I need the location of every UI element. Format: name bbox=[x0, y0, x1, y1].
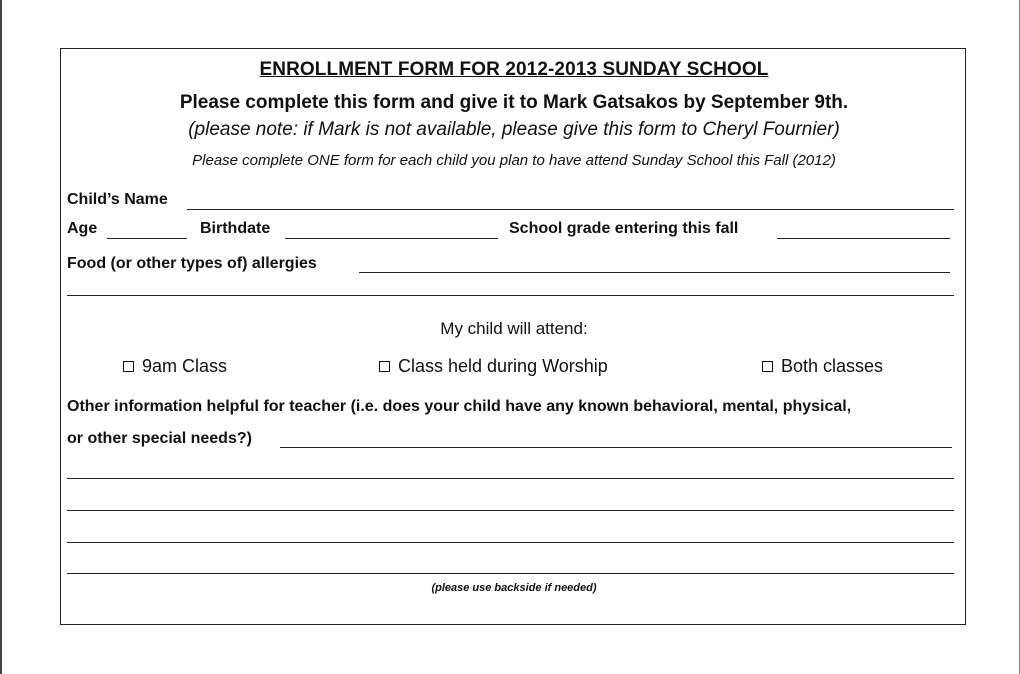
school-grade-field[interactable] bbox=[777, 238, 950, 239]
age-label: Age bbox=[67, 220, 98, 237]
option-label: 9am Class bbox=[142, 356, 228, 376]
page-edge-left bbox=[0, 0, 2, 674]
checkbox-icon[interactable] bbox=[379, 361, 390, 372]
form-note: (please note: if Mark is not available, please give this form to Cheryl Fournier) bbox=[188, 119, 840, 140]
other-info-label-line2: or other special needs?) bbox=[67, 430, 252, 447]
other-info-field[interactable] bbox=[280, 447, 952, 448]
enrollment-form bbox=[60, 48, 966, 625]
option-label: Both classes bbox=[781, 356, 884, 376]
option-worship-class[interactable] bbox=[379, 356, 608, 377]
other-info-label-line1: Other information helpful for teacher (i.e. does your child have any known behavioral, mental, physical, bbox=[67, 398, 852, 415]
other-info-extra-line-2[interactable] bbox=[67, 510, 954, 511]
checkbox-icon[interactable] bbox=[123, 361, 134, 372]
age-field[interactable] bbox=[107, 238, 187, 239]
option-label: Class held during Worship bbox=[398, 356, 608, 376]
other-info-extra-line-1[interactable] bbox=[67, 478, 954, 479]
attend-label: My child will attend: bbox=[440, 319, 588, 338]
allergies-label: Food (or other types of) allergies bbox=[67, 255, 317, 272]
form-title: ENROLLMENT FORM FOR 2012-2013 SUNDAY SCHOOL bbox=[259, 59, 769, 80]
allergies-field[interactable] bbox=[359, 272, 950, 273]
birthdate-label: Birthdate bbox=[200, 220, 271, 237]
option-both-classes[interactable] bbox=[762, 356, 883, 377]
form-instruction: Please complete ONE form for each child you plan to have attend Sunday School this Fall (2012) bbox=[192, 152, 836, 169]
child-name-field[interactable] bbox=[187, 209, 954, 210]
option-9am-class[interactable] bbox=[123, 356, 227, 377]
allergies-field-extra[interactable] bbox=[67, 295, 954, 296]
birthdate-field[interactable] bbox=[285, 238, 498, 239]
footer-note: (please use backside if needed) bbox=[431, 582, 597, 594]
other-info-extra-line-3[interactable] bbox=[67, 542, 954, 543]
form-subtitle: Please complete this form and give it to Mark Gatsakos by September 9th. bbox=[179, 92, 849, 113]
child-name-label: Child’s Name bbox=[67, 191, 168, 208]
checkbox-icon[interactable] bbox=[762, 361, 773, 372]
school-grade-label: School grade entering this fall bbox=[509, 220, 739, 237]
other-info-extra-line-4[interactable] bbox=[67, 573, 954, 574]
